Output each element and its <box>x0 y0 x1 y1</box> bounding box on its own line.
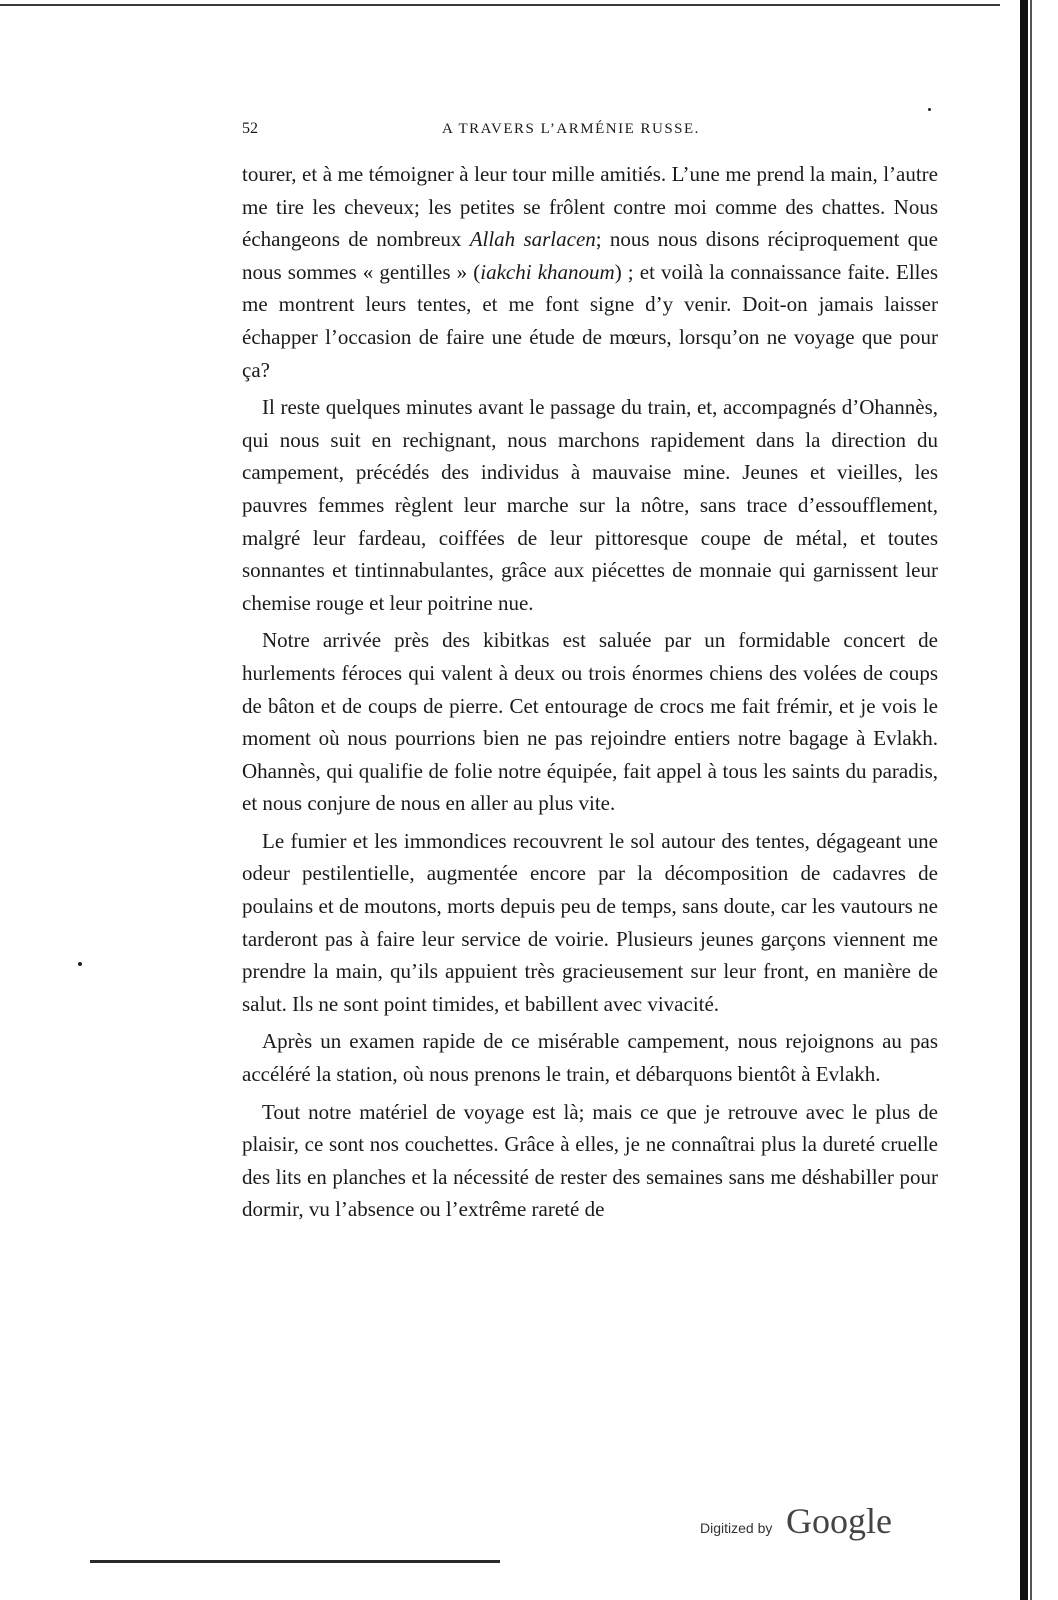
page-header <box>242 120 938 142</box>
paragraph-continued <box>242 158 938 386</box>
book-spine-edge <box>1030 0 1032 1600</box>
italic-phrase: iakchi khanoum <box>480 259 615 284</box>
paragraph <box>242 1025 938 1090</box>
text-run: Tout notre matériel de voyage est là; mais ce que je retrouve avec le plus de plaisir, ce sont nos couchettes. Grâce à elles, je ne connaîtrai plus la dureté cruelle des lits en planches et la nécessité de rester des semaines sans me déshabiller pour dormir, vu l’absence ou l’extrême rareté de <box>242 1099 938 1222</box>
paragraph <box>242 391 938 619</box>
paragraph <box>242 825 938 1021</box>
text-run: ; nous nous disons réciproquement que nous sommes « gentilles » ( <box>242 227 938 284</box>
paragraph <box>242 624 938 820</box>
book-spine-shadow <box>1020 0 1028 1600</box>
text-run: Le fumier et les immondices recouvrent le sol autour des tentes, dégageant une odeur pestilentielle, augmentée encore par la décomposition de cadavres de poulains et de moutons, morts depuis peu de temps, sans doute, car les vautours ne tarderont pas à faire leur service de voirie. Plusieurs jeunes garçons viennent me prendre la main, qu’ils appuient très gracieusement sur leur front, en manière de salut. Ils ne sont point timides, et babillent avec vivacité. <box>242 828 938 1016</box>
running-title: A TRAVERS L’ARMÉNIE RUSSE. <box>442 121 700 137</box>
digitized-by-label: Digitized by <box>700 1520 773 1536</box>
text-run: ) ; et voilà la connaissance faite. Elles me montrent leurs tentes, et me font signe d’y venir. Doit-on jamais laisser échapper l’occasion de faire une étude de mœurs, lorsqu’on ne voyage que pour ça? <box>242 259 938 382</box>
page-body-text <box>242 158 938 1231</box>
italic-phrase: Allah sarlacen <box>469 227 596 252</box>
digitized-by-watermark <box>700 1500 920 1550</box>
text-run: tourer, et à me témoigner à leur tour mille amitiés. L’une me prend la main, l’autre me tire les cheveux; les petites se frôlent contre moi comme des chattes. Nous échangeons de nombreux <box>242 162 938 252</box>
scan-speck <box>928 108 931 111</box>
page-number: 52 <box>242 120 258 137</box>
paragraph <box>242 1096 938 1226</box>
scan-speck <box>78 962 82 966</box>
top-page-edge-line <box>0 4 1000 6</box>
text-run: Il reste quelques minutes avant le passage du train, et, accompagnés d’Ohannès, qui nous suit en rechignant, nous marchons rapidement dans la direction du campement, précédés des individus à mauvaise mine. Jeunes et vieilles, les pauvres femmes règlent leur marche sur la nôtre, sans trace d’essoufflement, malgré leur fardeau, coiffées de leur pittoresque coupe de métal, et toutes sonnantes et tintinnabulantes, grâce aux piécettes de monnaie qui garnissent leur chemise rouge et leur poitrine nue. <box>242 395 938 615</box>
text-run: Après un examen rapide de ce misérable campement, nous rejoignons au pas accéléré la station, où nous prenons le train, et débarquons bientôt à Evlakh. <box>242 1029 938 1087</box>
google-logo: Google <box>786 1501 892 1541</box>
bottom-page-edge-line <box>90 1560 500 1563</box>
text-run: Notre arrivée près des kibitkas est saluée par un formidable concert de hurlements féroces qui valent à deux ou trois énormes chiens des volées de coups de bâton et de coups de pierre. Cet entourage de crocs me fait frémir, et je vois le moment où nous pourrions bien ne pas rejoindre entiers notre bagage à Evlakh. Ohannès, qui qualifie de folie notre équipée, fait appel à tous les saints du paradis, et nous conjure de nous en aller au plus vite. <box>242 628 938 816</box>
